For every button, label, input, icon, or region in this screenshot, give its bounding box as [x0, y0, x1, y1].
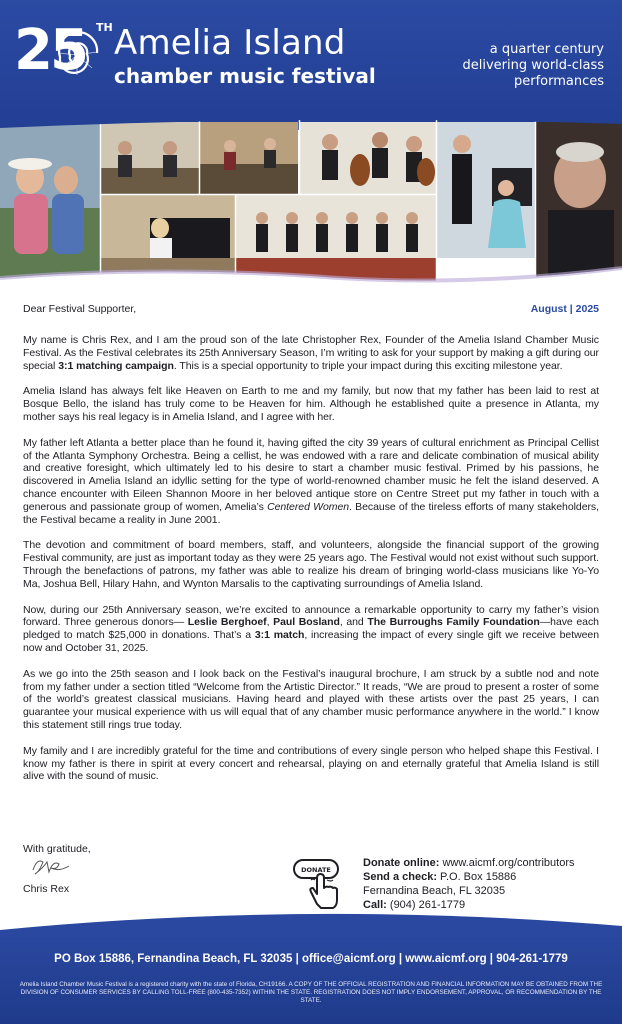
text-run: , and — [339, 616, 368, 629]
logo-superscript: TH — [96, 21, 113, 34]
footer — [0, 934, 622, 1024]
tagline-line: performances — [513, 74, 604, 89]
text-run: Now, during our 25th Anniversary season, we’re excited to announce a remarkable opportunity to carry my father’s vision forward. Three generous donors— — [23, 603, 599, 629]
text-run: , — [266, 616, 274, 629]
paragraph-gratitude: My family and I are incredibly grateful for the time and contributions of every single person who helped shape this Festival. I know my father is there in spirit at every concert and rehearsal, playing on and eternally grateful that Amelia Island is still alive with the sound of music. — [23, 744, 599, 783]
salutation: Dear Festival Supporter, — [23, 303, 137, 315]
signer-name: Chris Rex — [23, 883, 70, 895]
closing: With gratitude, — [23, 843, 91, 855]
photo-ensemble-audience — [200, 122, 298, 194]
paragraph-heaven: Amelia Island has always felt like Heaven on Earth to me and my family, but now that my father has been laid to rest at Bosque Bello, the island has truly come to be Heaven for him. Although he established quite a presence in Atlanta, my mother says his real legacy is in Amelia Island, and I agree with her. — [23, 385, 599, 423]
photo-musician-portrait — [536, 122, 622, 290]
call-number[interactable]: (904) 261-1779 — [386, 899, 466, 911]
text-run: , increasing the impact of every single gift we receive between now and October 31, 2025. — [23, 629, 599, 654]
donor-name: Leslie Berghoef — [187, 616, 267, 629]
signature-image — [29, 856, 75, 878]
tagline-line: delivering world-class — [462, 58, 604, 73]
nautilus-shell-icon — [52, 30, 102, 80]
donate-online-label: Donate online: — [363, 857, 440, 869]
tagline — [434, 42, 604, 90]
letter-heading-row — [23, 302, 599, 316]
paragraph-intro — [23, 334, 599, 372]
donate-online-url[interactable]: www.aicmf.org/contributors — [439, 857, 575, 869]
photo-collage — [0, 118, 622, 290]
festival-subtitle: chamber music festival — [114, 64, 376, 88]
paragraph-match — [23, 604, 599, 655]
match-ratio: 3:1 match — [254, 629, 305, 642]
paragraph-support: The devotion and commitment of board members, staff, and volunteers, alongside the financial support of the growing Festival community, are just as important today as they were 25 years ago. The Festival would not exist without such support. Through the benefactions of patrons, my father was able to realize his dream of bringing world-class musicians like Yo-Yo Ma, Joshua Bell, Hilary Hahn, and Wynton Marsalis to the captivating surroundings of Amelia Island. — [23, 539, 599, 590]
photo-cello-trio — [300, 122, 436, 194]
donate-hand-icon — [291, 858, 353, 912]
tagline-line: a quarter century — [489, 42, 604, 57]
letter-date: August | 2025 — [530, 303, 599, 315]
donor-name: Paul Bosland — [273, 616, 340, 629]
footer-disclaimer: Amelia Island Chamber Music Festival is a registered charity with the state of Florida, CH19166. A COPY OF THE OFFICIAL REGISTRATION AND FINANCIAL INFORMATION MAY BE OBTAINED FROM THE DIVISION OF CONSUMER SERVICES BY CALLING TOLL-FREE (800-435-7352) WITHIN THE STATE. REGISTRATION DOES NOT IMPLY ENDORSEMENT, APPROVAL, OR RECOMMENDATION BY THE STATE. — [19, 981, 603, 1004]
logo-number: 25 — [14, 18, 86, 83]
donate-info — [363, 856, 603, 912]
text-run: —have each pledged to match $25,000 in donations. That’s a — [23, 616, 599, 642]
footer-contact: PO Box 15886, Fernandina Beach, FL 32035 | office@aicmf.org | www.aicmf.org | 904-261-1779 — [54, 953, 568, 965]
photo-violinists — [101, 122, 199, 194]
campaign-name: 3:1 matching campaign — [58, 359, 174, 372]
letter-body — [23, 302, 599, 783]
festival-title: Amelia Island — [114, 23, 346, 63]
text-run: My name is Chris Rex, and I am the proud son of the late Christopher Rex, Founder of the Amelia Island Chamber Music Festival. As the Festival celebrates its 25th Anniversary Season, I’m writing to ask for your support by making a gift during our special — [23, 334, 599, 372]
donate-online-line — [363, 856, 603, 870]
text-run: . Because of the tireless efforts of many stakeholders, the Festival became a reality in June 2001. — [23, 500, 599, 526]
photo-chamber-group — [236, 195, 436, 290]
text-run: My father left Atlanta a better place than he found it, having gifted the city 39 years of cultural enrichment as Principal Cellist of the Atlanta Symphony Orchestra. Being a cellist, he was endowed with a rare and delicate combination of musical ability and creative foresight, which ultimately led to his desire to start a chamber music festival. Primed by his passions, he discovered in Amelia Island an idyllic setting for the type of world-renowned chamber music he felt the island deserved. A chance encounter with Eileen Shannon Moore in her beloved antique store on Centre Street put my father in touch with a generous and passionate group of women, Amelia’s — [23, 436, 599, 513]
send-check-address: P.O. Box 15886 — [436, 871, 517, 883]
donor-name: The Burroughs Family Foundation — [367, 616, 540, 629]
centered-women: Centered Women — [267, 500, 350, 513]
check-city: Fernandina Beach, FL 32035 — [363, 885, 506, 897]
paragraph-history — [23, 437, 599, 527]
photo-couple — [0, 118, 100, 290]
text-run: . This is a special opportunity to triple your impact during this exciting milestone year. — [173, 359, 563, 372]
paragraph-brochure: As we go into the 25th season and I look back on the Festival’s inaugural brochure, I am struck by a subtle nod and note from my father under a section titled “Welcome from the Artistic Director.” It reads, “We are proud to present a roster of some of the world’s greatest classical musicians. Having heard and played with these artists over the past 25 years, I can guarantee your musical experience with us will equal that of any chamber music performance anywhere in the world.” I know this statement still rings true today. — [23, 667, 599, 731]
header-banner — [0, 0, 622, 130]
photo-pianist — [101, 195, 235, 290]
call-label: Call: — [363, 899, 387, 911]
photo-violin-piano — [437, 122, 535, 258]
send-check-label: Send a check: — [363, 871, 437, 883]
send-check-line — [363, 870, 603, 884]
donate-icon-label: DONATE — [301, 866, 331, 874]
